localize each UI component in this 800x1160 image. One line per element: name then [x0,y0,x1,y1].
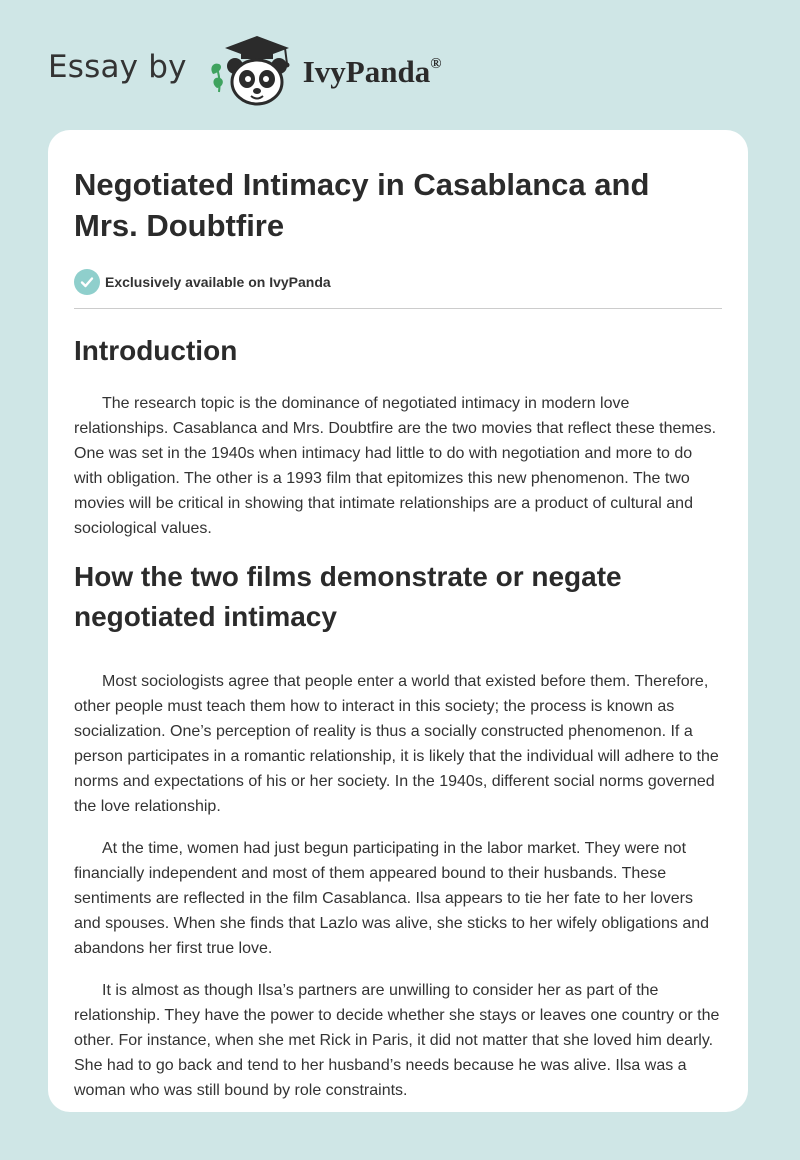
badge-label: Exclusively available on IvyPanda [105,274,331,290]
panda-graduate-icon[interactable] [205,30,297,110]
site-header [48,30,441,110]
divider [74,308,722,309]
paragraph: At the time, women had just begun participating in the labor market. They were not financially independent and most of them appeared bound to their husbands. These sentiments are reflected in the film Casablanca. Ilsa appears to tie her fate to her lovers and spouses. When she finds that Lazlo was alive, she sticks to her wifely obligations and abandons her first true love. [74,840,710,957]
paragraph: The research topic is the dominance of negotiated intimacy in modern love relationships. Casablanca and Mrs. Doubtfire are the two movies that reflect these themes. One was set in the 1940s when intimacy had little to do with negotiation and more to do with obligation. The other is a 1993 film that epitomizes this new phenomenon. The two movies will be critical in showing that intimate relationships are a product of cultural and sociological values. [74,395,717,537]
paragraph: Most sociologists agree that people enter a world that existed before them. Therefore, other people must teach them how to interact in this society; the process is known as socialization. One’s perception of reality is thus a socially constructed phenomenon. If a person participates in a romantic relationship, it is likely that the individual will adhere to the norms and expectations of his or her society. In the 1940s, different social norms governed the love relationship. [74,673,719,815]
essay-card [48,130,748,1112]
page-title: Negotiated Intimacy in Casablanca and Mrs. Doubtfire [74,167,650,243]
brand-name[interactable] [303,54,442,90]
check-circle-icon [74,269,100,295]
trademark-symbol: ® [430,56,442,72]
paragraph: It is almost as though Ilsa’s partners are unwilling to consider her as part of the relationship. They have the power to decide whether she stays or leaves one country or the other. For instance, when she met Rick in Paris, it did not matter that she loved him dearly. She had to go back and tend to her husband’s needs because he was alive. Ilsa was a woman who was still bound by role constraints. [74,982,720,1099]
brand-text[interactable]: IvyPanda [302,54,431,89]
section-heading-films: How the two films demonstrate or negate negotiated intimacy [74,561,622,632]
exclusive-badge [74,268,722,296]
essay-by-label: Essay by [48,49,187,85]
section-heading-introduction: Introduction [74,335,238,366]
